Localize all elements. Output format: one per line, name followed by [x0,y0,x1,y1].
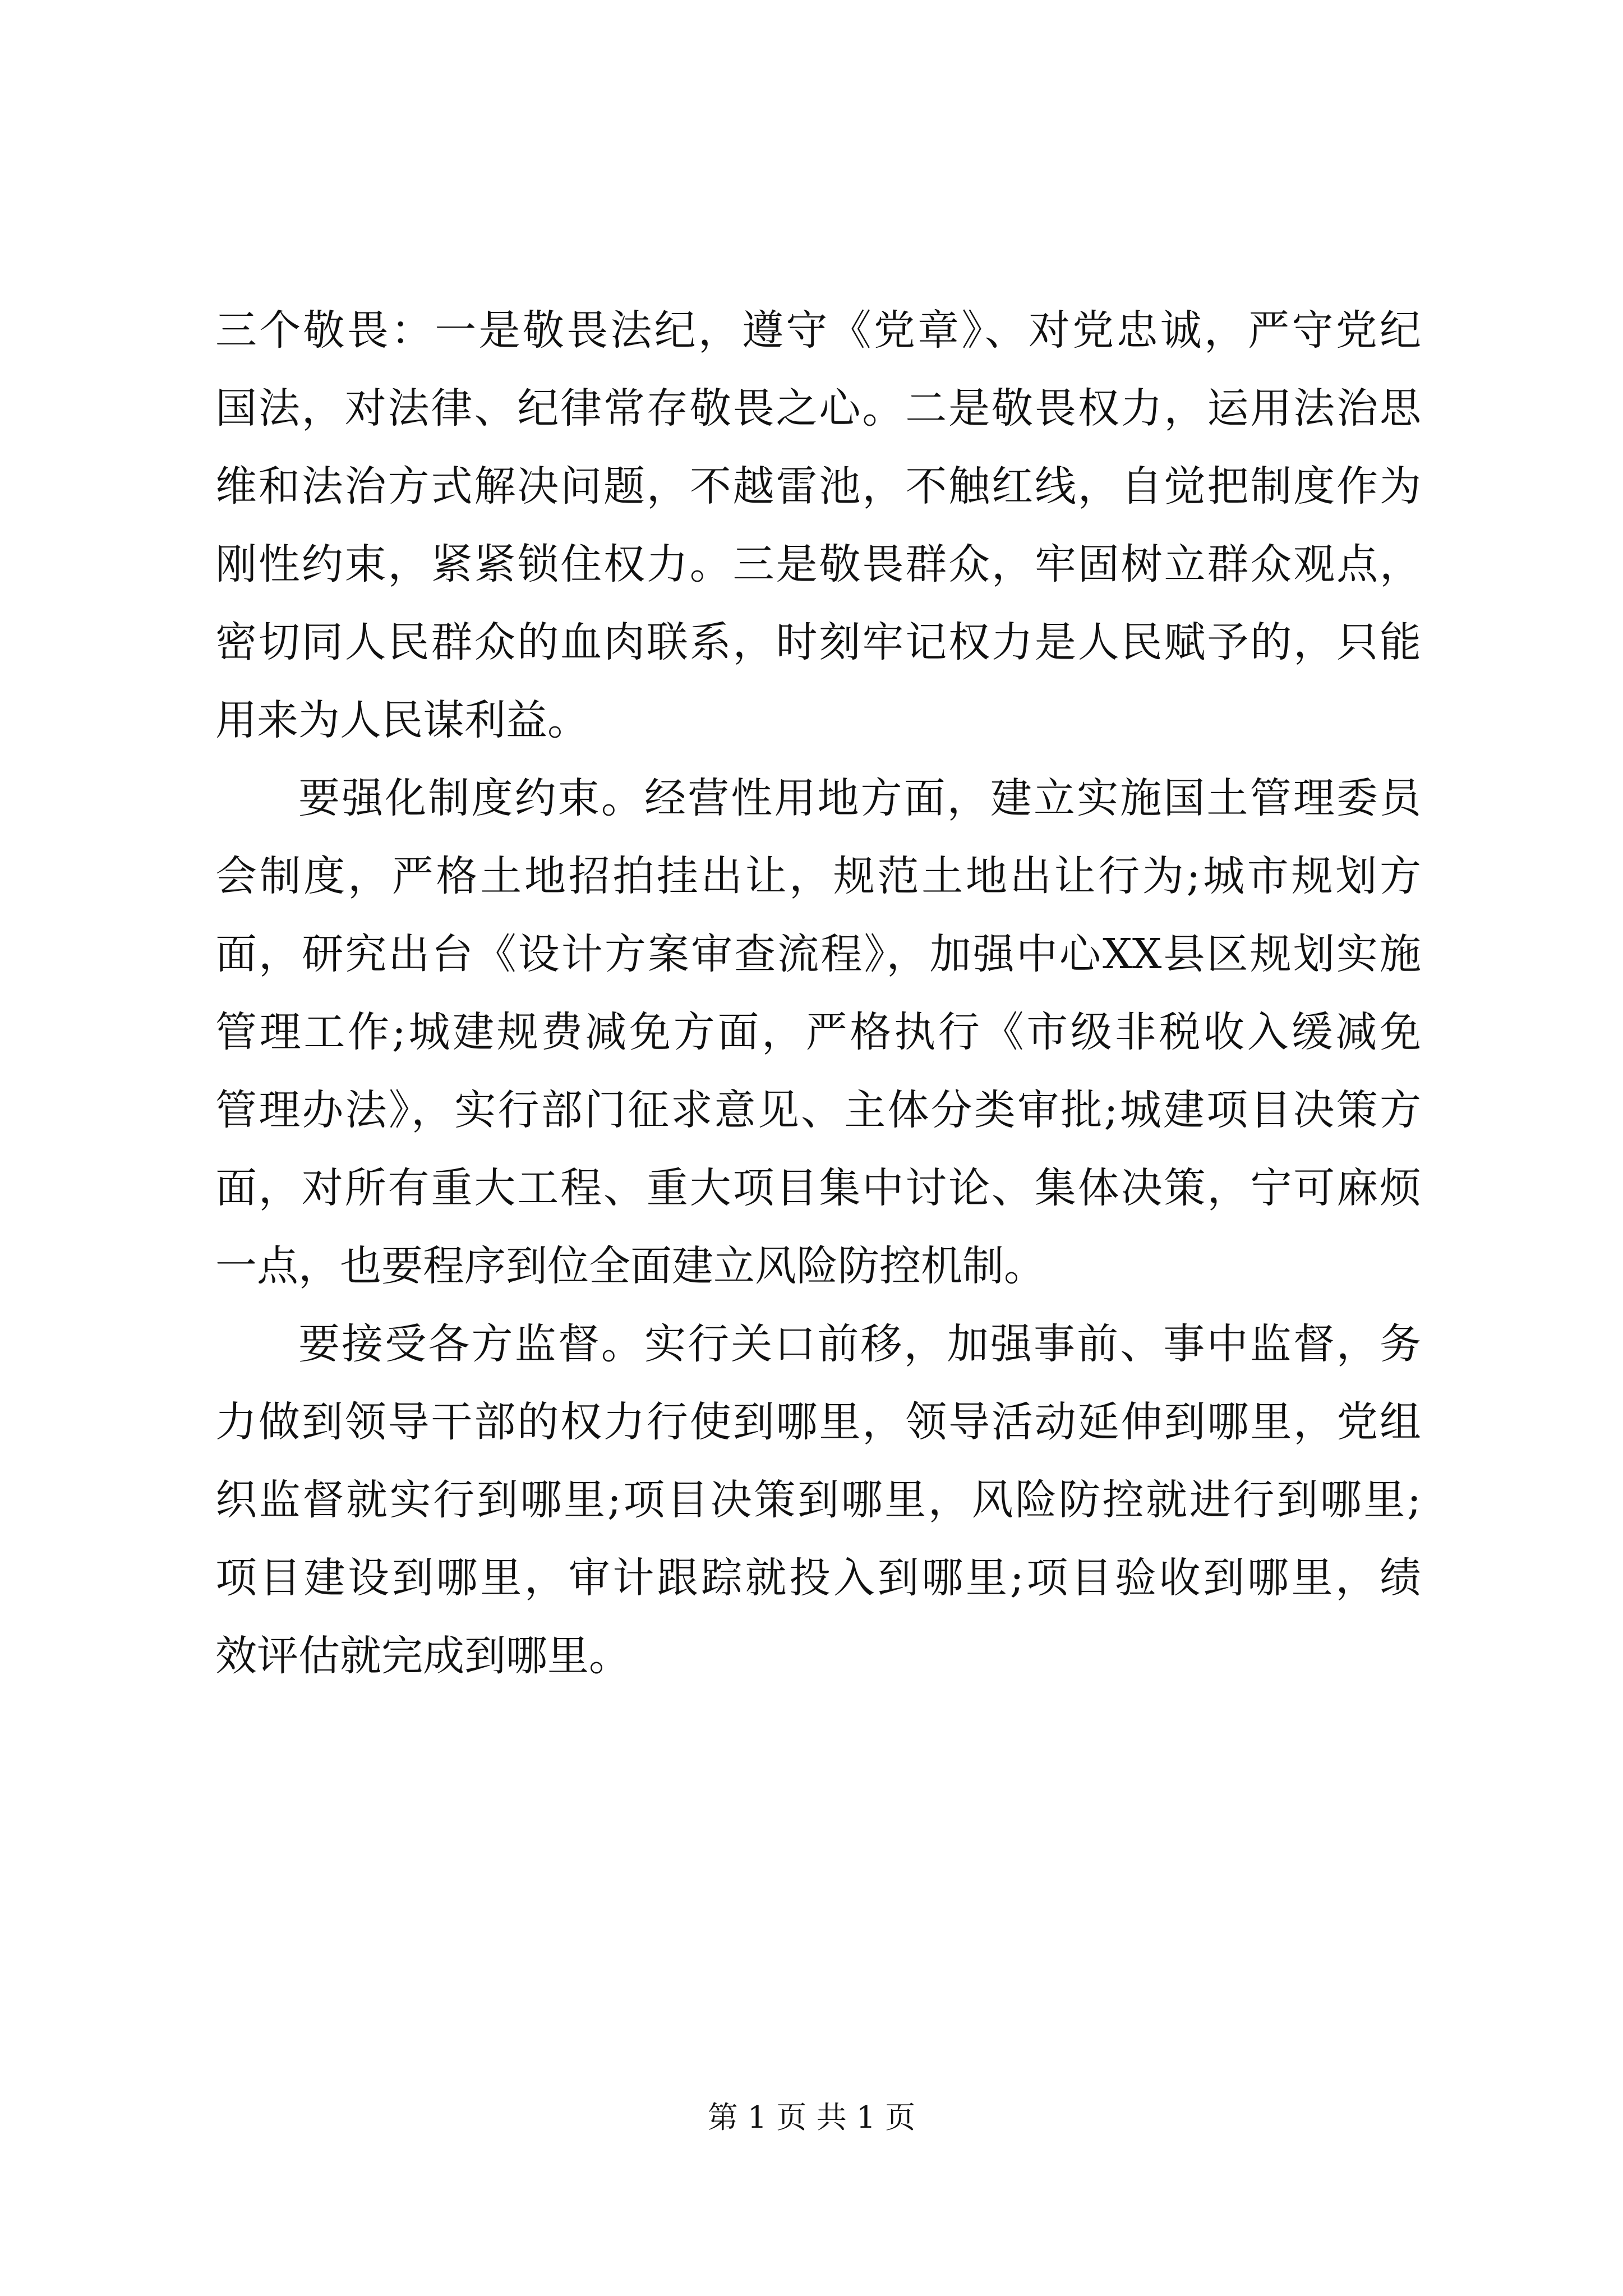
text-line: 项目建设到哪里，审计跟踪就投入到哪里;项目验收到哪里，绩 [215,1554,1421,1602]
text-line: 维和法治方式解决问题，不越雷池，不触红线，自觉把制度作为 [215,462,1421,510]
text-line: 要接受各方监督。实行关口前移，加强事前、事中监督，务 [298,1320,1421,1368]
text-line: 织监督就实行到哪里;项目决策到哪里，风险防控就进行到哪里; [215,1476,1421,1524]
text-line: 用来为人民谋利益。 [215,696,589,744]
text-line: 管理办法》，实行部门征求意见、主体分类审批;城建项目决策方 [215,1086,1421,1134]
text-line: 刚性约束，紧紧锁住权力。三是敬畏群众，牢固树立群众观点， [215,540,1421,588]
paragraph-2 [215,760,1421,1305]
text-line: 密切同人民群众的血肉联系，时刻牢记权力是人民赋予的，只能 [215,618,1421,666]
text-line: 会制度，严格土地招拍挂出让，规范土地出让行为;城市规划方 [215,852,1421,900]
text-line: 效评估就完成到哪里。 [215,1632,630,1680]
paragraph-1 [215,292,1421,760]
text-line: 三个敬畏：一是敬畏法纪，遵守《党章》、对党忠诚，严守党纪 [215,306,1421,355]
text-line: 力做到领导干部的权力行使到哪里，领导活动延伸到哪里，党组 [215,1398,1421,1446]
page-number-footer: 第 1 页 共 1 页 [707,2100,916,2135]
text-line: 国法，对法律、纪律常存敬畏之心。二是敬畏权力，运用法治思 [215,384,1421,432]
text-line: 一点，也要程序到位全面建立风险防控机制。 [215,1242,1045,1290]
text-line: 要强化制度约束。经营性用地方面，建立实施国土管理委员 [298,774,1421,822]
text-line: 管理工作;城建规费减免方面，严格执行《市级非税收入缓减免 [215,1008,1421,1056]
paragraph-3 [215,1305,1421,1695]
text-line: 面，研究出台《设计方案审查流程》，加强中心XX县区规划实施 [215,930,1421,978]
document-body [215,292,1421,1695]
text-line: 面，对所有重大工程、重大项目集中讨论、集体决策，宁可麻烦 [215,1164,1421,1212]
